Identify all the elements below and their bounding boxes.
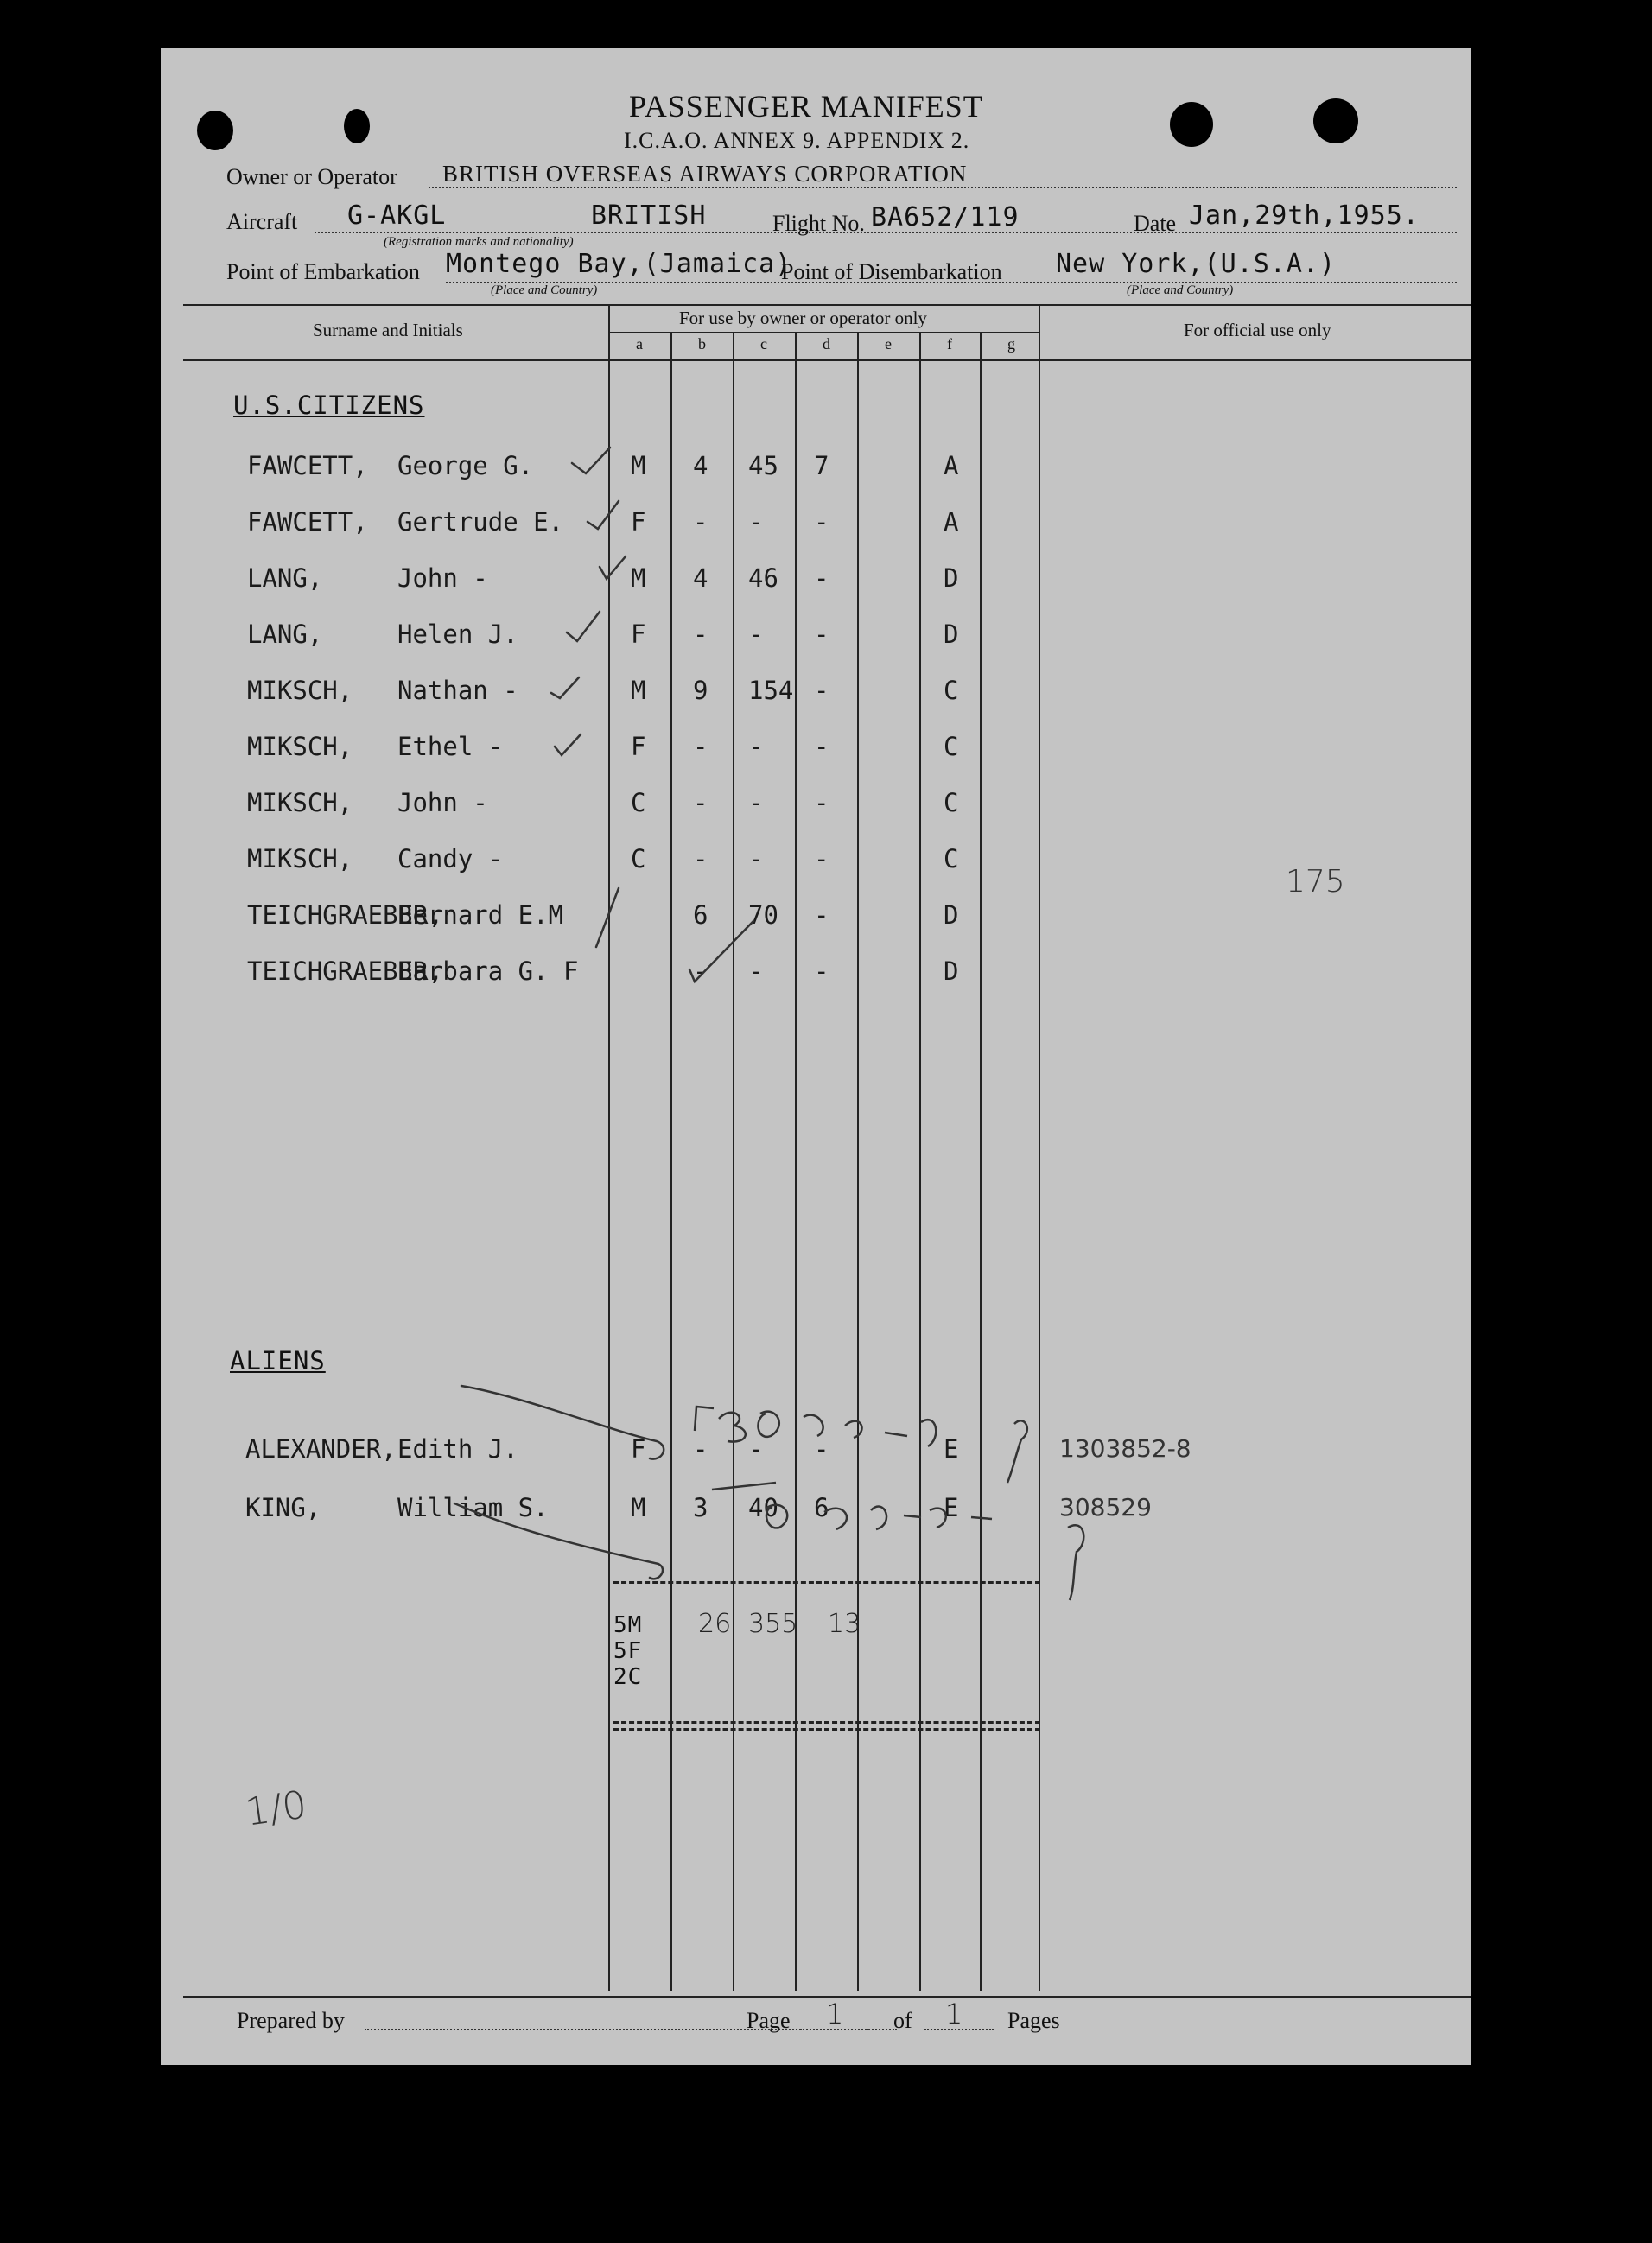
subcol-g: g [1007,335,1015,353]
official-use-header: For official use only [1184,320,1331,340]
table-row [161,563,1471,598]
cell-f: D [944,563,959,593]
disembarkation-value: New York,(U.S.A.) [1056,249,1337,279]
cell-d: - [814,620,829,649]
totals-rule-top [613,1581,1040,1584]
cell-b: 4 [693,563,708,593]
handwritten-marks [161,48,1471,2065]
cell-b: 9 [693,676,708,705]
cell-d: - [814,732,829,761]
of-label: of [893,2008,912,2033]
passenger-given-name: John - [397,563,488,593]
cell-c: 154 [748,676,794,705]
passenger-given-name: Nathan - [397,676,518,705]
total-c: 355 [748,1609,798,1639]
embarkation-value: Montego Bay,(Jamaica) [446,249,792,279]
page-label: Page [747,2008,791,2033]
table-row [161,844,1471,879]
passenger-surname: TEICHGRAEBER, [247,900,443,930]
embarkation-label: Point of Embarkation [226,259,420,284]
table-row [161,1493,1471,1528]
subcol-e: e [885,335,892,353]
cell-a-sex: M [631,563,646,593]
cell-c: 70 [748,900,778,930]
aircraft-nationality: BRITISH [591,200,707,231]
us-citizens-heading: U.S.CITIZENS [233,391,425,420]
total-dotline [924,2029,994,2030]
total-a-child: 2C [613,1664,643,1690]
owner-use-header: For use by owner or operator only [679,308,927,328]
flight-label: Flight No. [772,211,865,236]
subcol-c: c [760,335,767,353]
cell-a-sex: M [631,676,646,705]
punch-hole [1313,98,1358,143]
total-b: 26 [698,1609,732,1639]
passenger-surname: MIKSCH, [247,676,353,705]
alien-registration-number: 1303852-8 [1059,1434,1191,1463]
total-a-male: 5M [613,1612,643,1638]
cell-b: - [693,620,708,649]
page-total: 1 [945,1998,963,2030]
embark-place-note: (Place and Country) [491,283,598,297]
passenger-surname: KING, [245,1493,321,1522]
cell-c: 46 [748,563,778,593]
cell-f: E [944,1493,959,1522]
date-label: Date [1134,211,1177,236]
table-row [161,1434,1471,1469]
cell-c: - [748,788,764,817]
page-number: 1 [826,1998,844,2030]
table-row [161,732,1471,766]
cell-f: C [944,788,959,817]
margin-mark: 1/0 [242,1782,310,1835]
table-top-rule [183,304,1471,306]
totals-rule-bottom2 [613,1728,1040,1731]
passenger-surname: MIKSCH, [247,732,353,761]
aircraft-label: Aircraft [226,209,298,234]
cell-c: 40 [748,1493,778,1522]
prepared-by-label: Prepared by [237,2008,345,2033]
table-row [161,788,1471,823]
cell-f: E [944,1434,959,1464]
disembark-place-note: (Place and Country) [1127,283,1234,297]
cell-d: 6 [814,1493,829,1522]
passenger-surname: TEICHGRAEBER, [247,956,443,986]
punch-hole [1170,102,1213,147]
passenger-surname: LANG, [247,563,323,593]
passenger-given-name: John - [397,788,488,817]
cell-f: D [944,900,959,930]
passenger-surname: FAWCETT, [247,507,368,537]
passenger-given-name: Barbara G. F [397,956,579,986]
subcol-a: a [636,335,643,353]
subcol-rule [608,332,1039,333]
total-d: 13 [828,1609,861,1639]
date-value: Jan,29th,1955. [1189,200,1420,231]
cell-b: 6 [693,900,708,930]
table-row [161,620,1471,654]
cell-d: 7 [814,451,829,480]
aliens-heading: ALIENS [230,1346,326,1376]
pages-label: Pages [1007,2008,1060,2033]
cell-c: - [748,956,764,986]
cell-d: - [814,563,829,593]
cell-f: A [944,451,959,480]
cell-c: - [748,507,764,537]
cell-b: - [693,507,708,537]
cell-b: - [693,844,708,874]
cell-d: - [814,676,829,705]
punch-hole [344,109,370,143]
cell-d: - [814,507,829,537]
passenger-given-name: Gertrude E. [397,507,564,537]
form-subtitle: I.C.A.O. ANNEX 9. APPENDIX 2. [624,128,970,153]
cell-f: A [944,507,959,537]
surname-header: Surname and Initials [313,320,463,340]
cell-c: - [748,844,764,874]
cell-c: - [748,1434,764,1464]
cell-d: - [814,956,829,986]
cell-b: - [693,788,708,817]
owner-label: Owner or Operator [226,164,397,189]
cell-d: - [814,844,829,874]
cell-c: - [748,620,764,649]
passenger-surname: FAWCETT, [247,451,368,480]
cell-f: D [944,620,959,649]
passenger-surname: MIKSCH, [247,844,353,874]
alien-registration-number: 308529 [1059,1493,1152,1522]
punch-hole [197,111,233,150]
cell-a-sex: M [631,1493,646,1522]
passenger-surname: LANG, [247,620,323,649]
table-header-rule [183,359,1471,361]
cell-d: - [814,900,829,930]
passenger-given-name: Candy - [397,844,504,874]
cell-a-sex: C [631,788,646,817]
passenger-surname: ALEXANDER, [245,1434,397,1464]
cell-b: - [693,1434,708,1464]
table-row [161,507,1471,542]
passenger-surname: MIKSCH, [247,788,353,817]
total-a-female: 5F [613,1638,643,1664]
cell-a-sex: C [631,844,646,874]
manifest-sheet [161,48,1471,2065]
passenger-given-name: William S. [397,1493,549,1522]
disembarkation-label: Point of Disembarkation [781,259,1002,284]
cell-f: D [944,956,959,986]
passenger-given-name: Edith J. [397,1434,518,1464]
cell-b: - [693,732,708,761]
totals-rule-bottom [613,1721,1040,1724]
table-row [161,956,1471,991]
col-divider [1039,304,1040,1991]
aircraft-registration: G-AKGL [347,200,447,231]
cell-f: C [944,732,959,761]
cell-f: C [944,844,959,874]
cell-d: - [814,788,829,817]
cell-a-sex: F [631,507,646,537]
cell-c: 45 [748,451,778,480]
cell-a-sex: F [631,732,646,761]
cell-a-sex: F [631,620,646,649]
table-row [161,676,1471,710]
passenger-given-name: George G. [397,451,534,480]
cell-a-sex: M [631,451,646,480]
official-mark: 175 [1286,864,1345,899]
cell-f: C [944,676,959,705]
form-title: PASSENGER MANIFEST [629,89,983,124]
passenger-given-name: Bernard E.M [397,900,564,930]
cell-b: 3 [693,1493,708,1522]
subcol-b: b [698,335,706,353]
passenger-given-name: Helen J. [397,620,518,649]
registration-note: (Registration marks and nationality) [384,235,574,249]
owner-value: BRITISH OVERSEAS AIRWAYS CORPORATION [442,161,968,187]
page-dotline [800,2029,869,2030]
subcol-d: d [823,335,830,353]
cell-b: 4 [693,451,708,480]
table-row [161,451,1471,486]
col-divider [608,304,610,1991]
subcol-f: f [947,335,952,353]
cell-c: - [748,732,764,761]
cell-b: - [693,956,708,986]
table-row [161,900,1471,935]
cell-a-sex: F [631,1434,646,1464]
flight-number: BA652/119 [871,202,1020,232]
passenger-given-name: Ethel - [397,732,504,761]
cell-d: - [814,1434,829,1464]
